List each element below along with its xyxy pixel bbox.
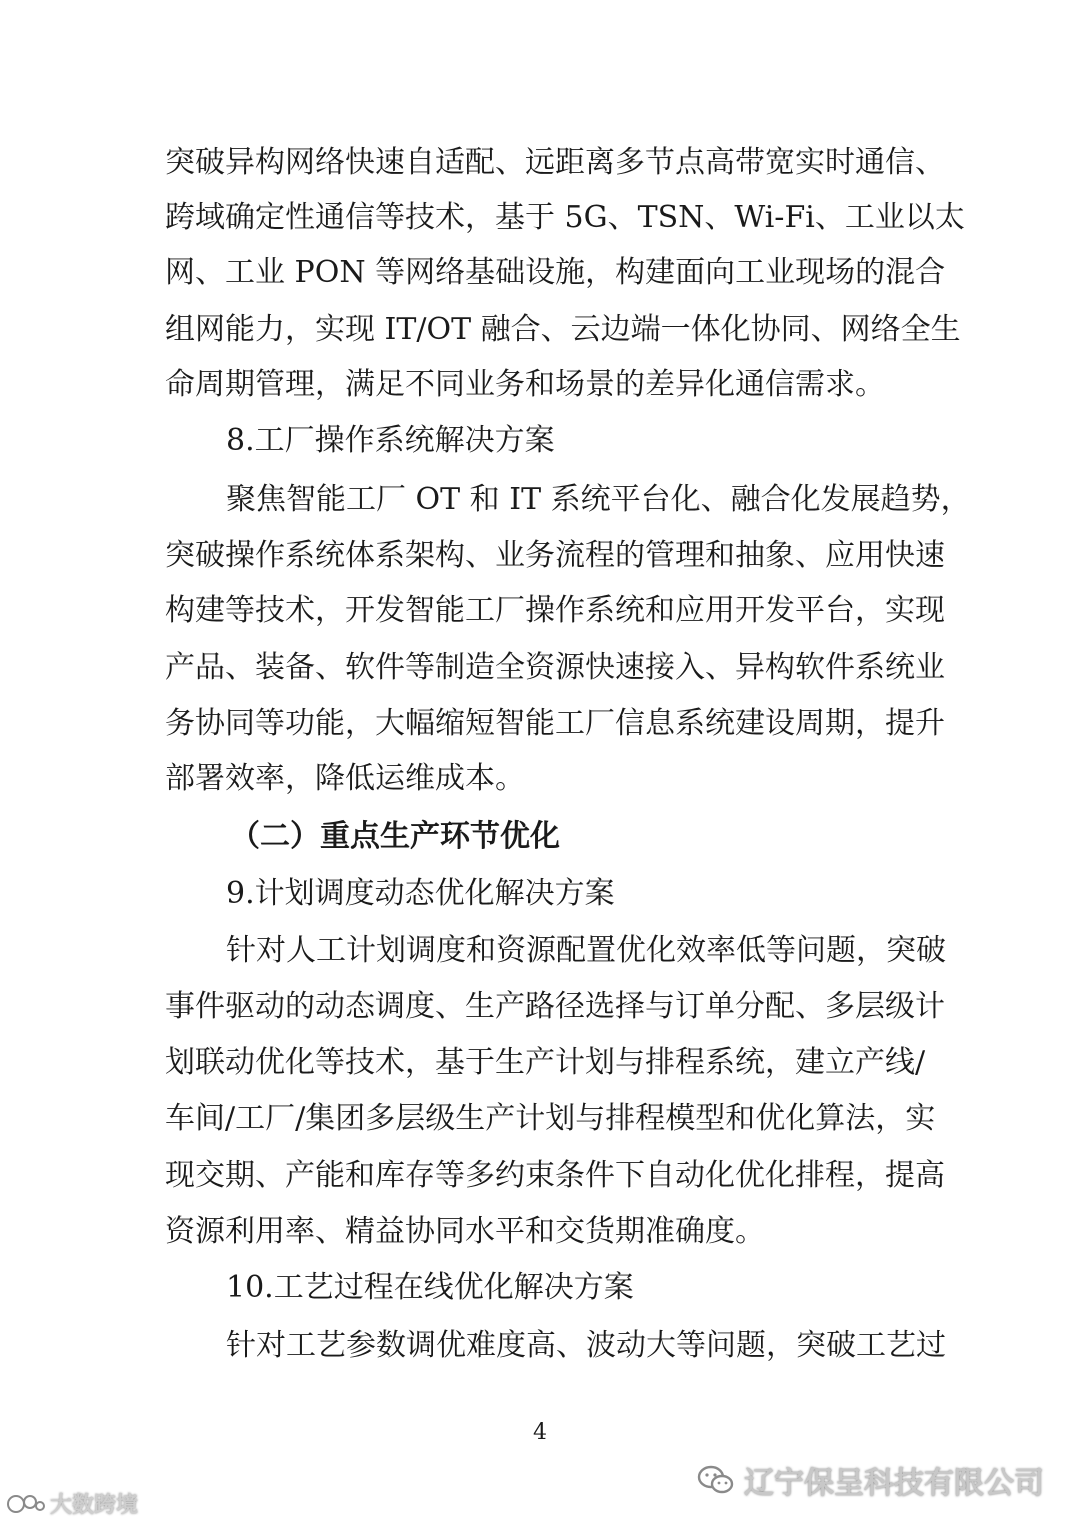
- text-line: 聚焦智能工厂 OT 和 IT 系统平台化、融合化发展趋势，: [226, 482, 971, 517]
- text-line: 网、工业 PON 等网络基础设施，构建面向工业现场的混合: [165, 255, 946, 290]
- text-line: 资源利用率、精益协同水平和交货期准确度。: [165, 1214, 765, 1249]
- text-line: 构建等技术，开发智能工厂操作系统和应用开发平台，实现: [165, 593, 945, 628]
- wechat-icon: [696, 1463, 736, 1497]
- bubbles-logo-icon: [6, 1492, 46, 1516]
- text-line: 针对工艺参数调优难度高、波动大等问题，突破工艺过: [226, 1328, 946, 1363]
- text-line: 突破操作系统体系架构、业务流程的管理和抽象、应用快速: [165, 538, 945, 573]
- section-heading: （二）重点生产环节优化: [230, 819, 560, 854]
- heading-8: 8.工厂操作系统解决方案: [226, 423, 555, 458]
- text-line: 命周期管理，满足不同业务和场景的差异化通信需求。: [165, 367, 885, 402]
- watermark-left-text: 大数跨境: [50, 1493, 139, 1518]
- watermark-right: [696, 1458, 1044, 1502]
- text-line: 车间/工厂/集团多层级生产计划与排程模型和优化算法，实: [165, 1101, 936, 1136]
- text-line: 部署效率，降低运维成本。: [165, 761, 525, 796]
- text-line: 务协同等功能，大幅缩短智能工厂信息系统建设周期，提升: [165, 706, 945, 741]
- text-line: 划联动优化等技术，基于生产计划与排程系统，建立产线/: [165, 1045, 926, 1080]
- text-line: 跨域确定性通信等技术，基于 5G、TSN、Wi-Fi、工业以太: [165, 200, 965, 235]
- text-line: 产品、装备、软件等制造全资源快速接入、异构软件系统业: [165, 650, 945, 685]
- page-number: 4: [533, 1420, 547, 1445]
- text-line: 事件驱动的动态调度、生产路径选择与订单分配、多层级计: [165, 989, 945, 1024]
- watermark-left: [6, 1488, 138, 1519]
- heading-10: 10.工艺过程在线优化解决方案: [226, 1270, 634, 1305]
- text-line: 针对人工计划调度和资源配置优化效率低等问题，突破: [226, 933, 946, 968]
- text-line: 组网能力，实现 IT/OT 融合、云边端一体化协同、网络全生: [165, 312, 961, 347]
- heading-9: 9.计划调度动态优化解决方案: [226, 876, 615, 911]
- watermark-right-text: 辽宁保呈科技有限公司: [744, 1466, 1044, 1501]
- text-line: 现交期、产能和库存等多约束条件下自动化优化排程，提高: [165, 1158, 945, 1193]
- text-line: 突破异构网络快速自适配、远距离多节点高带宽实时通信、: [165, 145, 945, 180]
